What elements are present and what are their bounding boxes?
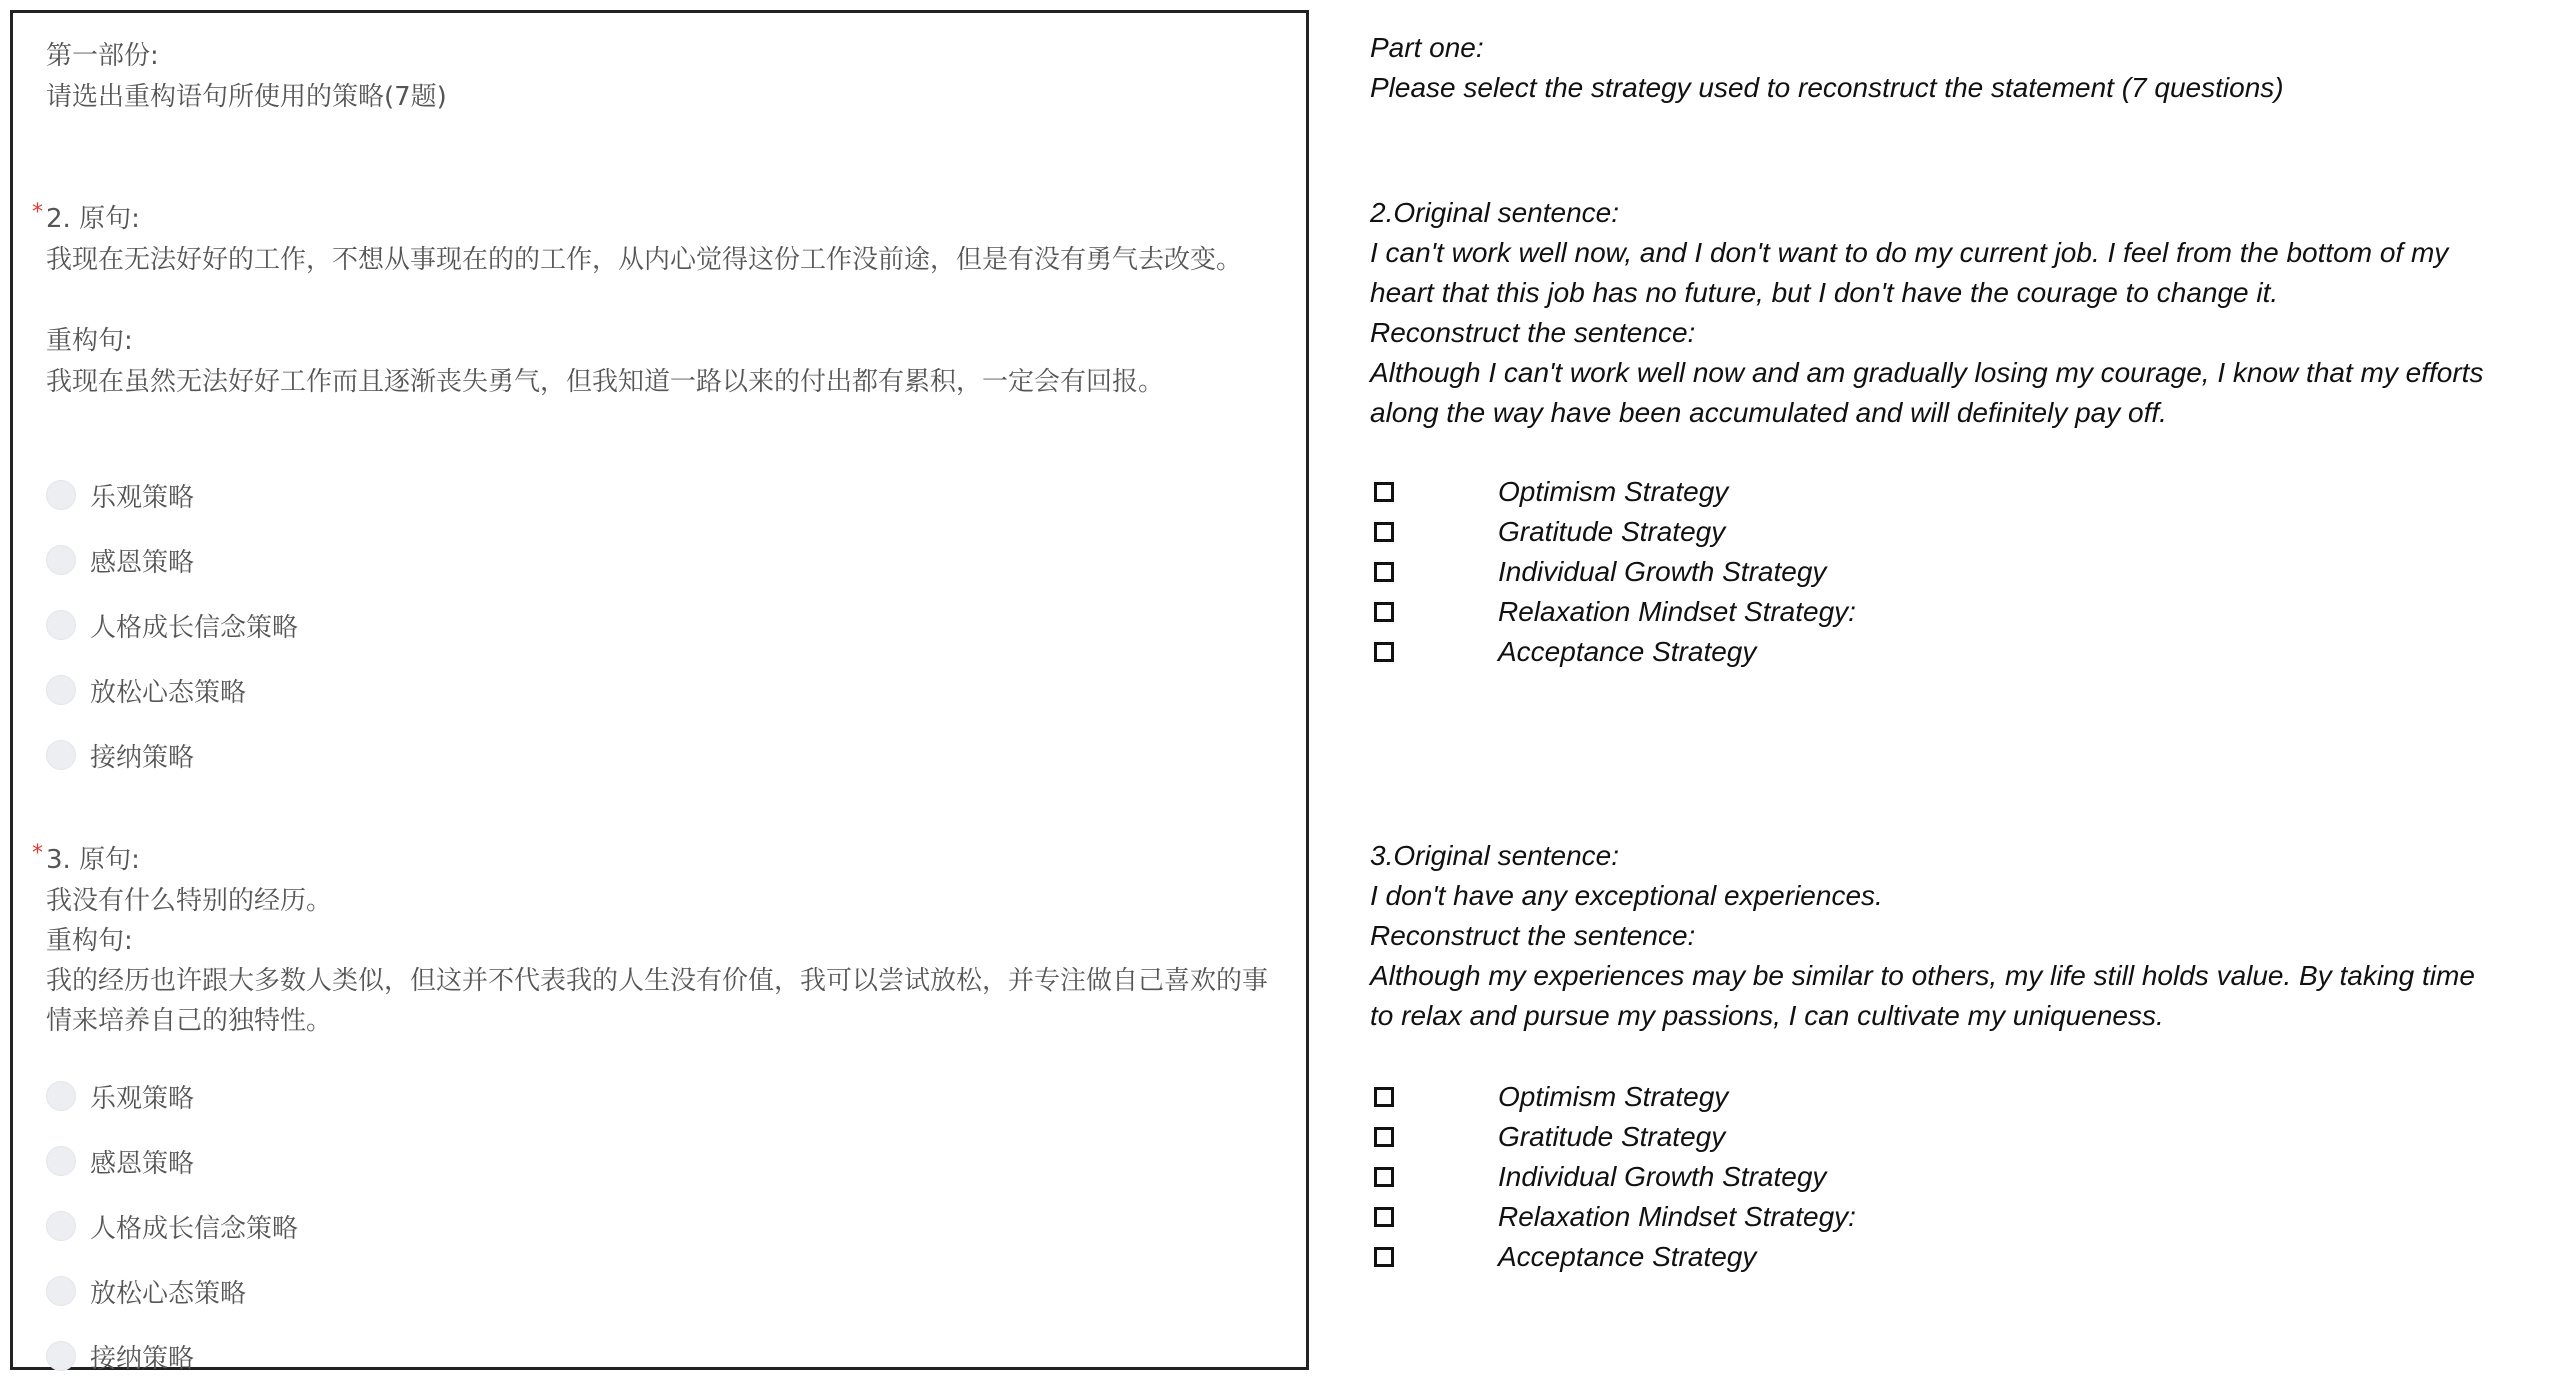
q3-checkbox-optimism[interactable] — [1370, 1077, 1729, 1117]
q2-checkbox-growth[interactable] — [1370, 552, 1827, 592]
checkbox[interactable] — [1374, 522, 1394, 542]
part-title: Part one: — [1370, 32, 1484, 63]
q2-option-acceptance[interactable] — [46, 735, 194, 775]
required-mark: * — [32, 841, 43, 866]
question-2-original-line: heart that this job has no future, but I don't have the courage to change it. — [1370, 277, 2279, 308]
option-label: 人格成长信念策略 — [90, 612, 299, 643]
q2-checkbox-optimism[interactable] — [1370, 472, 1729, 512]
q3-option-relaxation[interactable] — [46, 1271, 246, 1311]
q3-checkbox-gratitude[interactable] — [1370, 1117, 1726, 1157]
q3-checkbox-growth[interactable] — [1370, 1157, 1827, 1197]
q3-option-acceptance[interactable] — [46, 1336, 194, 1376]
question-3-original: 我没有什么特别的经历。 — [46, 886, 333, 916]
radio-button[interactable] — [46, 675, 76, 705]
radio-button[interactable] — [46, 545, 76, 575]
checkbox[interactable] — [1374, 1167, 1394, 1187]
option-label: Optimism Strategy — [1498, 476, 1729, 507]
question-3-original-line: I don't have any exceptional experiences. — [1370, 880, 1883, 911]
q3-checkbox-relaxation[interactable] — [1370, 1197, 1856, 1237]
question-3-reconstruct-label: 重构句: — [46, 926, 133, 956]
q2-checkbox-gratitude[interactable] — [1370, 512, 1726, 552]
option-label: Relaxation Mindset Strategy: — [1498, 596, 1856, 627]
option-label: 乐观策略 — [90, 1083, 195, 1114]
option-label: Individual Growth Strategy — [1498, 1161, 1827, 1192]
option-label: 乐观策略 — [90, 482, 195, 513]
option-label: Optimism Strategy — [1498, 1081, 1729, 1112]
radio-button[interactable] — [46, 610, 76, 640]
checkbox[interactable] — [1374, 1247, 1394, 1267]
option-label: Individual Growth Strategy — [1498, 556, 1827, 587]
question-2-reconstruct-label: 重构句: — [46, 326, 133, 356]
checkbox[interactable] — [1374, 562, 1394, 582]
option-label: 感恩策略 — [90, 1148, 195, 1179]
question-2-heading — [32, 199, 140, 239]
question-2-reconstructed-line: Although I can't work well now and am gradually losing my courage, I know that my efforts — [1370, 357, 2484, 388]
question-2-original: 我现在无法好好的工作，不想从事现在的的工作，从内心觉得这份工作没前途，但是有没有勇气去改变。 — [46, 245, 1243, 275]
option-label: 接纳策略 — [90, 742, 195, 773]
option-label: 接纳策略 — [90, 1343, 195, 1374]
chinese-survey-panel — [10, 10, 1309, 1374]
instruction-text: Please select the strategy used to reconstruct the statement (7 questions) — [1370, 72, 2284, 103]
question-2-original-line: I can't work well now, and I don't want to do my current job. I feel from the bottom of my — [1370, 237, 2449, 268]
q3-option-gratitude[interactable] — [46, 1141, 194, 1181]
option-label: 放松心态策略 — [90, 677, 247, 708]
question-2-number: 2.Original sentence: — [1370, 197, 1620, 228]
option-label: 放松心态策略 — [90, 1278, 247, 1309]
option-label: Acceptance Strategy — [1498, 636, 1757, 667]
option-label: Acceptance Strategy — [1498, 1241, 1757, 1272]
required-mark: * — [32, 200, 43, 225]
q2-option-relaxation[interactable] — [46, 670, 246, 710]
q2-checkbox-relaxation[interactable] — [1370, 592, 1856, 632]
question-3-number: 3.Original sentence: — [1370, 840, 1620, 871]
checkbox[interactable] — [1374, 482, 1394, 502]
q3-option-growth[interactable] — [46, 1206, 298, 1246]
radio-button[interactable] — [46, 1081, 76, 1111]
question-3-reconstruct-label: Reconstruct the sentence: — [1370, 920, 1696, 951]
checkbox[interactable] — [1374, 1207, 1394, 1227]
instruction-text: 请选出重构语句所使用的策略(7题) — [46, 82, 447, 112]
radio-button[interactable] — [46, 1341, 76, 1371]
q2-option-optimism[interactable] — [46, 475, 194, 515]
question-2-number: 2. 原句: — [46, 204, 140, 234]
option-label: 人格成长信念策略 — [90, 1213, 299, 1244]
checkbox[interactable] — [1374, 1087, 1394, 1107]
question-3-reconstructed-line: Although my experiences may be similar to others, my life still holds value. By taking time — [1370, 960, 2475, 991]
question-2-reconstruct-label: Reconstruct the sentence: — [1370, 317, 1696, 348]
option-label: Gratitude Strategy — [1498, 1121, 1726, 1152]
option-label: Relaxation Mindset Strategy: — [1498, 1201, 1856, 1232]
q3-option-optimism[interactable] — [46, 1076, 194, 1116]
checkbox[interactable] — [1374, 602, 1394, 622]
radio-button[interactable] — [46, 740, 76, 770]
option-label: 感恩策略 — [90, 547, 195, 578]
q2-checkbox-acceptance[interactable] — [1370, 632, 1757, 672]
question-3-reconstructed-line: to relax and pursue my passions, I can cultivate my uniqueness. — [1370, 1000, 2164, 1031]
option-label: Gratitude Strategy — [1498, 516, 1726, 547]
part-title: 第一部份: — [46, 41, 159, 71]
checkbox[interactable] — [1374, 1127, 1394, 1147]
question-2-reconstructed-line: along the way have been accumulated and will definitely pay off. — [1370, 397, 2167, 428]
question-3-reconstructed: 我的经历也许跟大多数人类似，但这并不代表我的人生没有价值，我可以尝试放松，并专注做自己喜欢的事情来培养自己的独特性。 — [46, 966, 1269, 1036]
radio-button[interactable] — [46, 1211, 76, 1241]
question-2-reconstructed: 我现在虽然无法好好工作而且逐渐丧失勇气，但我知道一路以来的付出都有累积，一定会有回报。 — [46, 367, 1165, 397]
question-3-number: 3. 原句: — [46, 845, 140, 875]
question-3-heading — [32, 840, 140, 880]
q3-checkbox-acceptance[interactable] — [1370, 1237, 1757, 1277]
radio-button[interactable] — [46, 480, 76, 510]
radio-button[interactable] — [46, 1276, 76, 1306]
checkbox[interactable] — [1374, 642, 1394, 662]
radio-button[interactable] — [46, 1146, 76, 1176]
q2-option-growth[interactable] — [46, 605, 298, 645]
q2-option-gratitude[interactable] — [46, 540, 194, 580]
